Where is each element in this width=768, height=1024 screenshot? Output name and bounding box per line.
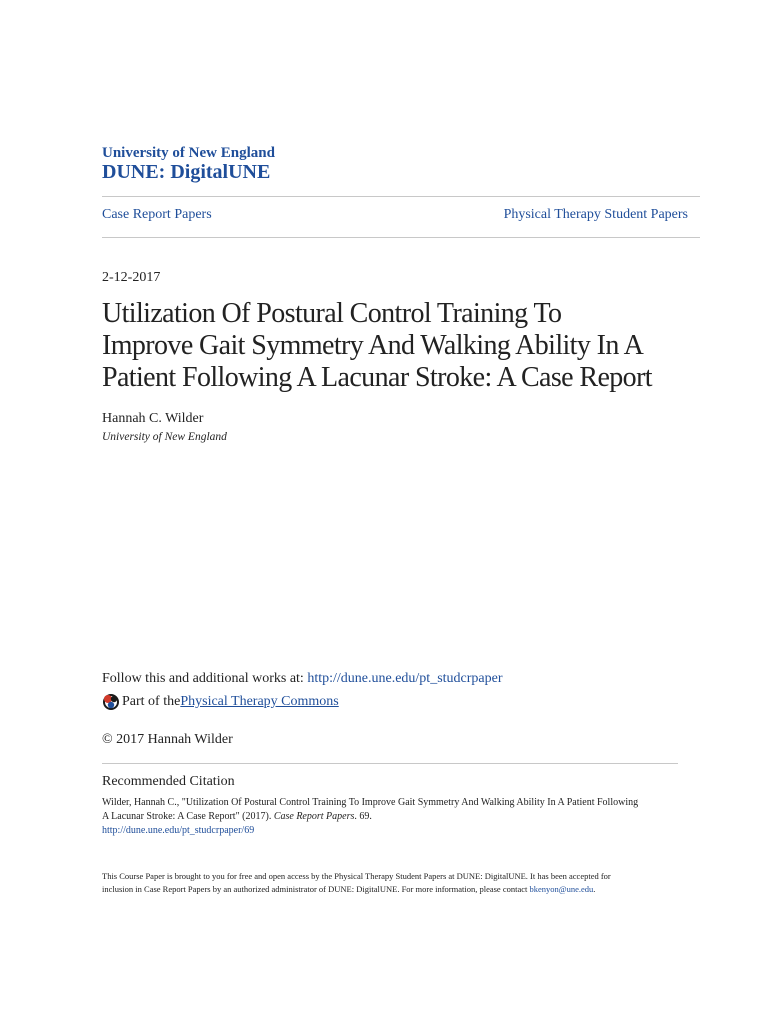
part-of-label: Part of the: [122, 694, 181, 709]
publication-date: 2-12-2017: [102, 270, 161, 285]
follow-line: [102, 671, 503, 687]
citation-block: [102, 796, 692, 838]
footer-line-2-end: .: [593, 884, 596, 894]
pt-student-papers-link[interactable]: Physical Therapy Student Papers: [503, 207, 688, 222]
header-divider-top: [102, 196, 700, 197]
contact-email-link[interactable]: bkenyon@une.edu: [529, 884, 594, 894]
university-name: University of New England: [102, 145, 275, 161]
footer-line-1: This Course Paper is brought to you for free and open access by the Physical Therapy Student Papers at DUNE: DigitalUNE. It has been accepted for: [102, 871, 611, 881]
title-line-3: Patient Following A Lacunar Stroke: A Case Report: [102, 362, 652, 393]
author-name: Hannah C. Wilder: [102, 411, 204, 426]
title-line-2: Improve Gait Symmetry And Walking Ability In A: [102, 330, 644, 361]
follow-label: Follow this and additional works at:: [102, 671, 308, 686]
commons-network-icon: [102, 693, 120, 711]
citation-line-1: Wilder, Hannah C., "Utilization Of Postural Control Training To Improve Gait Symmetry And Walking Ability In A Patient Following: [102, 797, 639, 808]
citation-series: Case Report Papers: [273, 811, 355, 822]
access-statement: [102, 870, 692, 896]
copyright-notice: © 2017 Hannah Wilder: [102, 732, 233, 747]
citation-url-link[interactable]: http://dune.une.edu/pt_studcrpaper/69: [102, 825, 255, 836]
citation-divider: [102, 763, 678, 764]
header-divider-bottom: [102, 237, 700, 238]
case-report-papers-link[interactable]: Case Report Papers: [102, 207, 212, 222]
repository-name: DUNE: DigitalUNE: [102, 161, 271, 183]
physical-therapy-commons-link[interactable]: Physical Therapy Commons: [180, 694, 339, 709]
follow-url-link[interactable]: http://dune.une.edu/pt_studcrpaper: [307, 671, 503, 686]
title-line-1: Utilization Of Postural Control Training To: [102, 298, 562, 329]
paper-title: [102, 298, 702, 394]
author-affiliation: University of New England: [102, 431, 227, 443]
citation-line-2-end: . 69.: [354, 811, 372, 822]
recommended-citation-heading: Recommended Citation: [102, 774, 235, 789]
footer-line-2: [102, 883, 692, 896]
citation-line-2: [102, 810, 692, 824]
part-of-line: [102, 693, 339, 711]
citation-line-2-text: A Lacunar Stroke: A Case Report" (2017).: [102, 811, 274, 822]
footer-line-2-text: inclusion in Case Report Papers by an authorized administrator of DUNE: DigitalUNE. For more information, please contact: [102, 884, 530, 894]
